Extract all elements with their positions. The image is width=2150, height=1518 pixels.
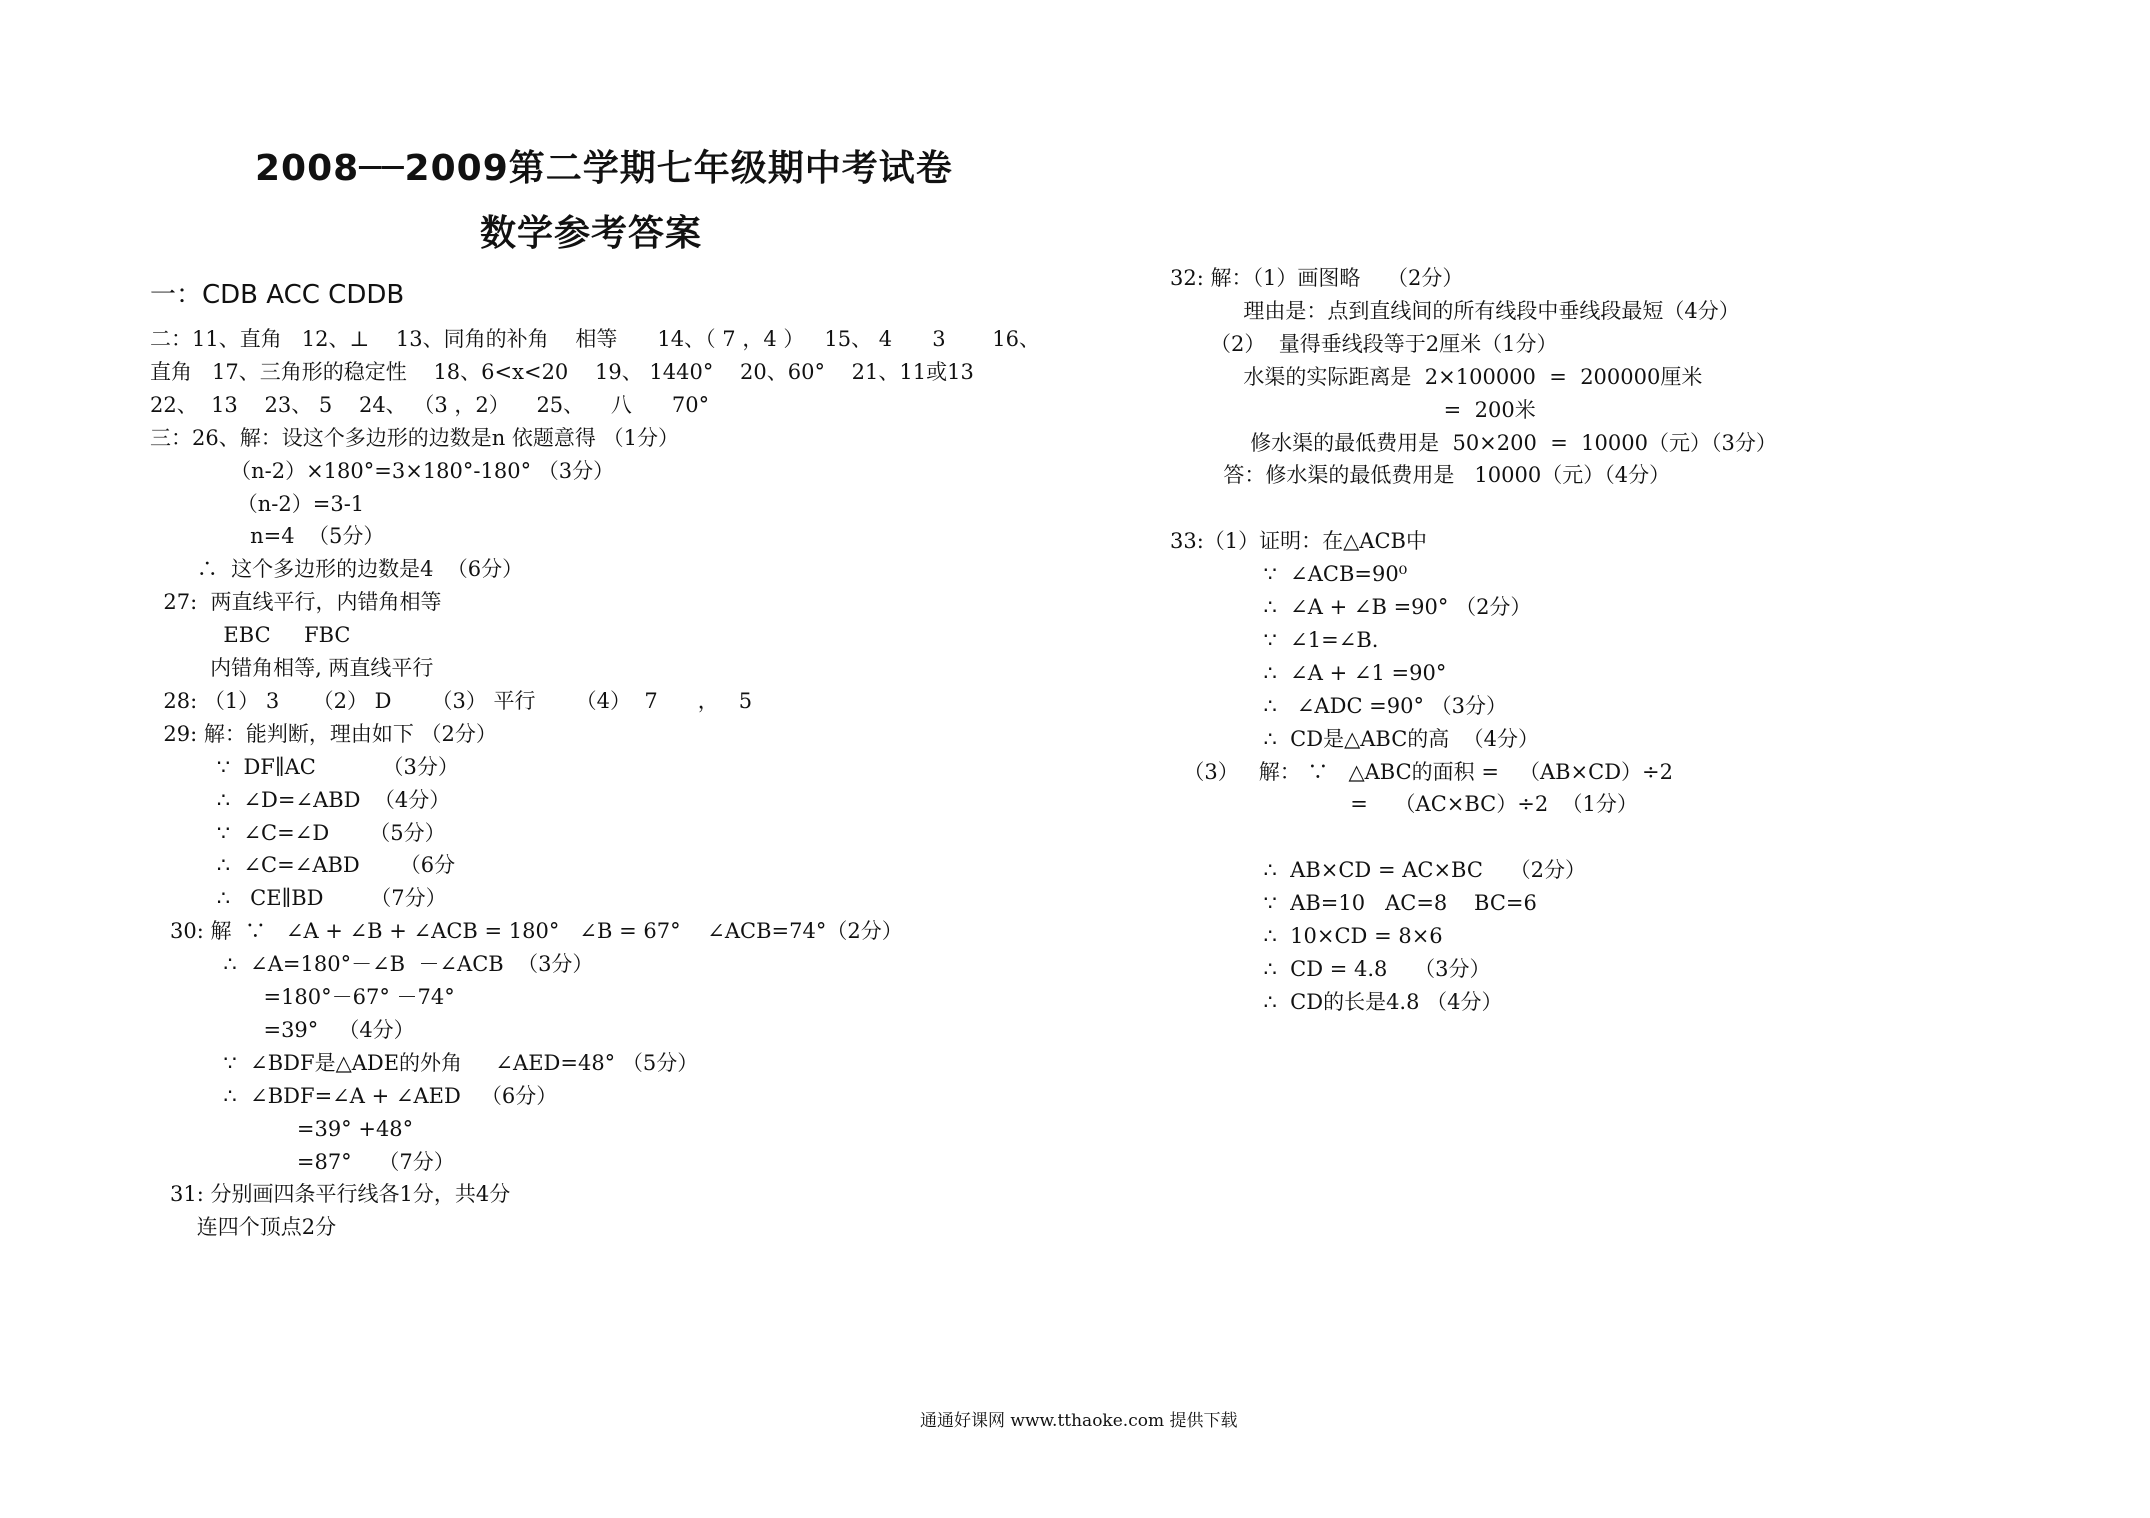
right-answer-line: ∴ AB×CD = AC×BC （2分）: [1170, 858, 1586, 883]
left-answer-line: ∴ CE∥BD （7分）: [150, 886, 447, 911]
left-answer-line: 三：26、解：设这个多边形的边数是n 依题意得 （1分）: [150, 425, 679, 450]
right-answer-line: 33:（1）证明：在△ACB中: [1170, 529, 1427, 554]
left-answer-line: ∴ ∠D=∠ABD （4分）: [150, 787, 451, 812]
left-answer-line: 二：11、直角 12、⊥ 13、同角的补角 相等 14、（ 7 ，4 ） 15、 4 3 16、: [150, 327, 1041, 351]
right-answer-line: ∵ AB=10 AC=8 BC=6: [1170, 891, 1537, 916]
left-answer-line: EBC FBC: [150, 623, 351, 648]
right-answer-line: ∴ CD是△ABC的高 （4分）: [1170, 726, 1539, 751]
page-subtitle: 数学参考答案: [480, 213, 703, 254]
footer-credit: 通通好课网 www.tthaoke.com 提供下载: [920, 1411, 1238, 1431]
left-answer-line: （n-2）=3-1: [150, 491, 365, 516]
right-answer-line: （2） 量得垂线段等于2厘米（1分）: [1170, 331, 1558, 356]
left-answer-line: 连四个顶点2分: [150, 1215, 337, 1240]
page-title: 2008──2009第二学期七年级期中考试卷: [255, 148, 953, 189]
left-answer-line: （n-2）×180°=3×180°-180° （3分）: [150, 458, 615, 483]
right-answer-line: ∴ ∠ADC =90° （3分）: [1170, 693, 1508, 718]
right-answer-line: 32: 解：（1）画图略 （2分）: [1170, 266, 1464, 290]
right-answer-line: ∴ CD = 4.8 （3分）: [1170, 956, 1491, 981]
left-answer-line: =39° （4分）: [150, 1017, 415, 1042]
left-answer-line: n=4 （5分）: [150, 524, 385, 549]
right-answer-line: 水渠的实际距离是 2×100000 = 200000厘米: [1170, 364, 1703, 389]
right-answer-line: ∴ ∠A + ∠1 =90°: [1170, 660, 1447, 685]
left-answer-line: 29: 解：能判断，理由如下 （2分）: [150, 721, 497, 746]
right-answer-line: ∴ ∠A + ∠B =90° （2分）: [1170, 595, 1532, 619]
left-answer-line: 30: 解 ∵ ∠A + ∠B + ∠ACB = 180° ∠B = 67° ∠ACB=74°（2分）: [150, 919, 903, 944]
right-answer-line: 理由是：点到直线间的所有线段中垂线段最短（4分）: [1170, 298, 1740, 323]
left-answer-line: =87° （7分）: [150, 1149, 455, 1174]
left-answer-line: 内错角相等, 两直线平行: [150, 656, 434, 680]
left-answer-line: 22、 13 23、 5 24、 （3 ，2） 25、 八 70°: [150, 392, 710, 417]
right-answer-line: ∴ 10×CD = 8×6: [1170, 924, 1443, 948]
left-answer-line: ∴ ∠A=180°－∠B －∠ACB （3分）: [150, 952, 594, 977]
section-one-answers: 一：CDB ACC CDDB: [150, 280, 405, 310]
right-answer-line: （3） 解： ∵ △ABC的面积 = （AB×CD）÷2: [1170, 759, 1673, 784]
right-answer-line: 答：修水渠的最低费用是 10000（元）（4分）: [1170, 463, 1671, 488]
left-answer-line: 31: 分别画四条平行线各1分，共4分: [150, 1182, 511, 1207]
left-answer-line: 直角 17、三角形的稳定性 18、6<x<20 19、 1440° 20、60° 21、11或13: [150, 359, 974, 384]
left-answer-line: ∵ ∠C=∠D （5分）: [150, 820, 446, 845]
left-answer-line: ∴ ∠C=∠ABD （6分: [150, 853, 456, 878]
left-answer-line: 27: 两直线平行，内错角相等: [150, 590, 442, 615]
left-answer-line: 28: （1） 3 （2） D （3） 平行 （4） 7 ， 5: [150, 688, 753, 713]
left-answer-line: ∴ ∠BDF=∠A + ∠AED （6分）: [150, 1083, 558, 1108]
right-answer-line: ∵ ∠1=∠B.: [1170, 627, 1379, 652]
left-answer-line: ∴ 这个多边形的边数是4 （6分）: [150, 557, 524, 582]
right-answer-line: 修水渠的最低费用是 50×200 = 10000（元）（3分）: [1170, 430, 1777, 455]
left-answer-line: ∵ DF∥AC （3分）: [150, 754, 459, 779]
right-answer-line: = （AC×BC）÷2 （1分）: [1170, 792, 1638, 817]
right-answer-line: ∴ CD的长是4.8 （4分）: [1170, 989, 1503, 1014]
right-answer-line: = 200米: [1170, 397, 1536, 422]
left-answer-line: ∵ ∠BDF是△ADE的外角 ∠AED=48° （5分）: [150, 1050, 699, 1075]
left-answer-line: =180°－67° －74°: [150, 985, 455, 1009]
right-answer-line: ∵ ∠ACB=90⁰: [1170, 562, 1408, 587]
left-answer-line: =39° +48°: [150, 1116, 414, 1141]
